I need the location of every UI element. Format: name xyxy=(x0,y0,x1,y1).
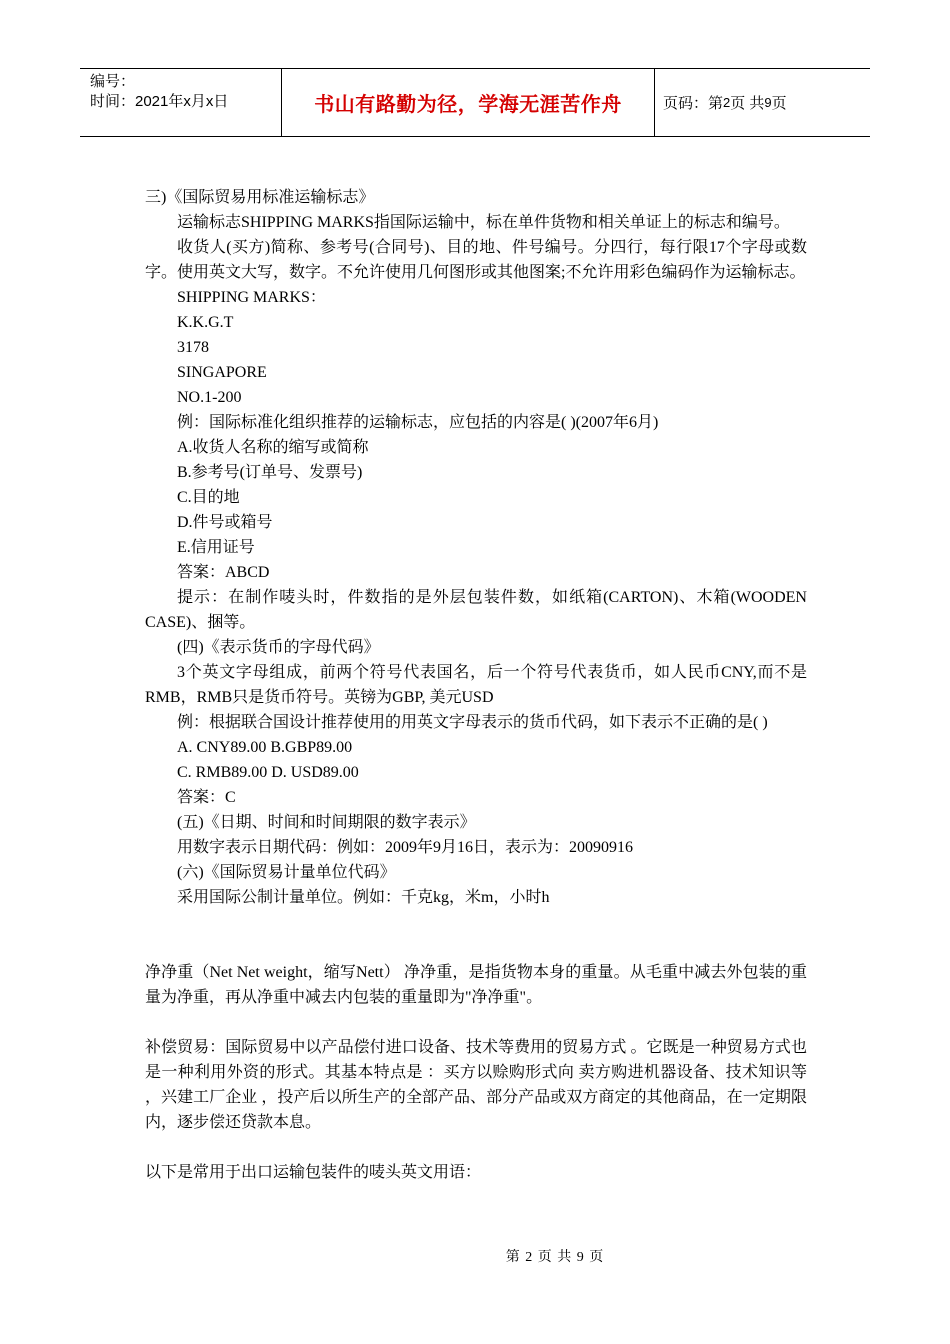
paragraph: 运输标志SHIPPING MARKS指国际运输中，标在单件货物和相关单证上的标志和编号。 xyxy=(177,214,790,231)
document-time-label: 时间：2021年x月x日 xyxy=(90,93,229,110)
page-total: 9 xyxy=(764,95,772,110)
paragraph: NO.1-200 xyxy=(177,389,242,406)
document-number-label: 编号： xyxy=(90,73,136,90)
blank-line xyxy=(145,935,807,960)
page-header xyxy=(80,68,870,137)
paragraph: 用数字表示日期代码：例如：2009年9月16日，表示为：20090916 xyxy=(177,839,634,856)
header-motto: 书山有路勤为径，学海无涯苦作舟 xyxy=(282,69,655,136)
paragraph: SINGAPORE xyxy=(177,364,267,381)
paragraph: (四)《表示货币的字母代码》 xyxy=(177,639,380,656)
paragraph: E.信用证号 xyxy=(177,539,255,556)
paragraph: K.K.G.T xyxy=(177,314,234,331)
paragraph: 答案：ABCD xyxy=(177,564,270,581)
page-footer: 第 2 页 共 9 页 xyxy=(505,1250,605,1265)
paragraph: SHIPPING MARKS： xyxy=(177,289,326,306)
page-number: 2 xyxy=(723,95,731,110)
page-suffix: 页 xyxy=(771,95,787,112)
paragraph: 3个英文字母组成，前两个符号代表国名，后一个符号代表货币，如人民币CNY,而不是RMB，RMB只是货币符号。英镑为GBP, 美元USD xyxy=(145,664,807,706)
paragraph: A.收货人名称的缩写或简称 xyxy=(177,439,369,456)
blank-line xyxy=(145,1135,807,1160)
paragraph: C. RMB89.00 D. USD89.00 xyxy=(177,764,359,781)
paragraph: A. CNY89.00 B.GBP89.00 xyxy=(177,739,353,756)
paragraph: 例：根据联合国设计推荐使用的用英文字母表示的货币代码，如下表示不正确的是( ) xyxy=(177,714,768,731)
paragraph: 3178 xyxy=(177,339,209,356)
header-info-cell xyxy=(80,69,282,136)
paragraph: C.目的地 xyxy=(177,489,240,506)
page-mid: 页 共 xyxy=(730,95,765,112)
paragraph: B.参考号(订单号、发票号) xyxy=(177,464,363,481)
paragraph: 答案：C xyxy=(177,789,236,806)
paragraph: 以下是常用于出口运输包装件的唛头英文用语： xyxy=(145,1164,482,1181)
blank-line xyxy=(145,1010,807,1035)
paragraph: 三)《国际贸易用标准运输标志》 xyxy=(145,189,375,206)
blank-line xyxy=(145,910,807,935)
paragraph: D.件号或箱号 xyxy=(177,514,273,531)
paragraph: 提示：在制作唛头时，件数指的是外层包装件数，如纸箱(CARTON)、木箱(WOODEN CASE)、捆等。 xyxy=(145,589,807,631)
paragraph: 例：国际标准化组织推荐的运输标志，应包括的内容是( )(2007年6月) xyxy=(177,414,659,431)
paragraph: (六)《国际贸易计量单位代码》 xyxy=(177,864,396,881)
paragraph: (五)《日期、时间和时间期限的数字表示》 xyxy=(177,814,476,831)
document-body xyxy=(145,185,807,1185)
paragraph: 净净重（Net Net weight，缩写Nett） 净净重，是指货物本身的重量。从毛重中减去外包装的重量为净重，再从净重中减去内包装的重量即为"净净重"。 xyxy=(145,964,807,1006)
paragraph: 补偿贸易：国际贸易中以产品偿付进口设备、技术等费用的贸易方式 。它既是一种贸易方式也是一种利用外资的形式。其基本特点是 ：买方以赊购形式向 卖方购进机器设备、技术知识等 ，兴建工厂企业 ，投产后以所生产的全部产品、部分产品或双方商定的其他商品，在一定期限内，逐步偿还贷款本息。 xyxy=(145,1039,807,1131)
paragraph: 收货人(买方)简称、参考号(合同号)、目的地、件号编号。分四行，每行限17个字母或数字。使用英文大写，数字。不允许使用几何图形或其他图案;不允许用彩色编码作为运输标志。 xyxy=(145,239,807,281)
page-prefix: 页码：第 xyxy=(663,95,724,112)
paragraph: 采用国际公制计量单位。例如：千克kg，米m，小时h xyxy=(177,889,550,906)
header-page-info xyxy=(655,69,870,136)
